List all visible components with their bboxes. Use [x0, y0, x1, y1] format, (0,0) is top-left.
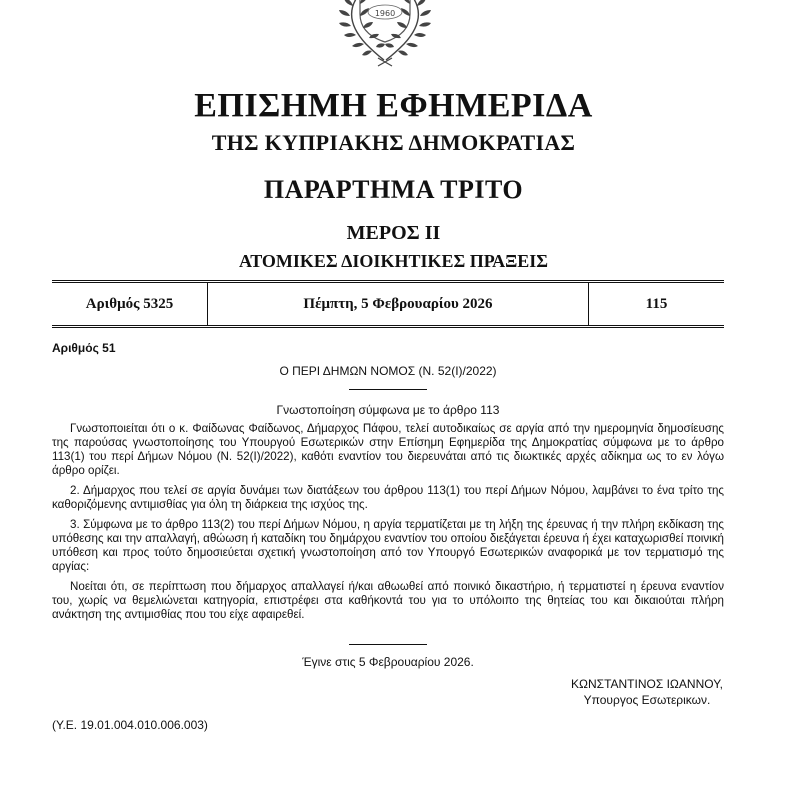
signature-block: [571, 676, 723, 708]
issue-date: Πέμπτη, 5 Φεβρουαρίου 2026: [208, 283, 589, 325]
emblem-year: 1960: [374, 9, 396, 18]
paragraph: Γνωστοποιείται ότι ο κ. Φαίδωνας Φαίδωνος, Δήμαρχος Πάφου, τελεί αυτοδικαίως σε αργία από την ημερομηνία δημοσίευσης της παρούσας γνωστοποίησης του Υπουργού Εσωτερικών στην Επίσημη Εφημερίδα της Δημοκρατίας σύμφωνα με το άρθρο 113(1) του περί Δήμων Νόμου (Ν. 52(Ι)/2022), καθότι εναντίον του διερευνάται από τις διωκτικές αρχές αδίκημα ως το εν λόγω άρθρο ορίζει.: [52, 422, 724, 477]
paragraph: 2. Δήμαρχος που τελεί σε αργία δυνάμει των διατάξεων του άρθρου 113(1) του περί Δήμων Νόμου, λαμβάνει το ένα τρίτο της καθοριζόμενης αντιμισθίας για όλη τη διάρκεια της ισχύος της.: [52, 484, 724, 511]
reference-code: (Υ.Ε. 19.01.004.010.006.003): [52, 718, 208, 732]
notice-body: [52, 422, 724, 628]
signatory-title: Υπουργος Εσωτερικων.: [583, 693, 711, 707]
page-number: 115: [645, 295, 668, 312]
notice-number: Αριθμός 51: [52, 341, 116, 355]
divider: [349, 389, 427, 390]
law-title: Ο ΠΕΡΙ ΔΗΜΩΝ ΝΟΜΟΣ (Ν. 52(Ι)/2022): [279, 364, 497, 378]
part-title: ΜΕΡΟΣ ΙΙ: [346, 222, 441, 244]
paragraph: Νοείται ότι, σε περίπτωση που δήμαρχος απαλλαγεί ή/και αθωωθεί από ποινικό δικαστήριο, ή τερματιστεί η έρευνα εναντίον του, χωρίς να θεμελιώνεται κατηγορία, επιστρέφει στα καθήκοντά του για το υπόλοιπο της θητείας του και δικαιούται πλήρη ανάκτηση της αντιμισθίας που του είχε αφαιρεθεί.: [52, 580, 724, 621]
coat-of-arms-icon: [320, 0, 450, 68]
section-title: ΑΤΟΜΙΚΕΣ ΔΙΟΙΚΗΤΙΚΕΣ ΠΡΑΞΕΙΣ: [238, 251, 549, 271]
signed-date: Έγινε στις 5 Φεβρουαρίου 2026.: [302, 655, 474, 669]
gazette-subtitle: ΤΗΣ ΚΥΠΡΙΑΚΗΣ ΔΗΜΟΚΡΑΤΙΑΣ: [211, 130, 576, 155]
divider: [349, 644, 427, 645]
issue-number: Αριθμός 5325: [52, 283, 208, 325]
appendix-title: ΠΑΡΑΡΤΗΜΑ ΤΡΙΤΟ: [263, 175, 524, 204]
paragraph: 3. Σύμφωνα με το άρθρο 113(2) του περί Δήμων Νόμου, η αργία τερματίζεται με τη λήξη της έρευνας ή την πλήρη εκδίκαση της υπόθεσης και την απαλλαγή, αθώωση ή καταδίκη του δημάρχου εναντίον του οποίου διεξάγεται έρευνα ή έχει καταχωρισθεί ποινική υπόθεση και προς τούτο δημοσιεύεται σχετική γνωστοποίηση από τον Υπουργό Εσωτερικών αναφορικά με τον τερματισμό της αργίας:: [52, 518, 724, 573]
gazette-title: ΕΠΙΣΗΜΗ ΕΦΗΜΕΡΙΔΑ: [194, 87, 593, 124]
signatory-name: ΚΩΝΣΤΑΝΤΙΝΟΣ ΙΩΑΝΝΟΥ,: [571, 677, 723, 691]
issue-info-bar: [52, 280, 724, 328]
notice-subtitle: Γνωστοποίηση σύμφωνα με το άρθρο 113: [276, 403, 500, 417]
